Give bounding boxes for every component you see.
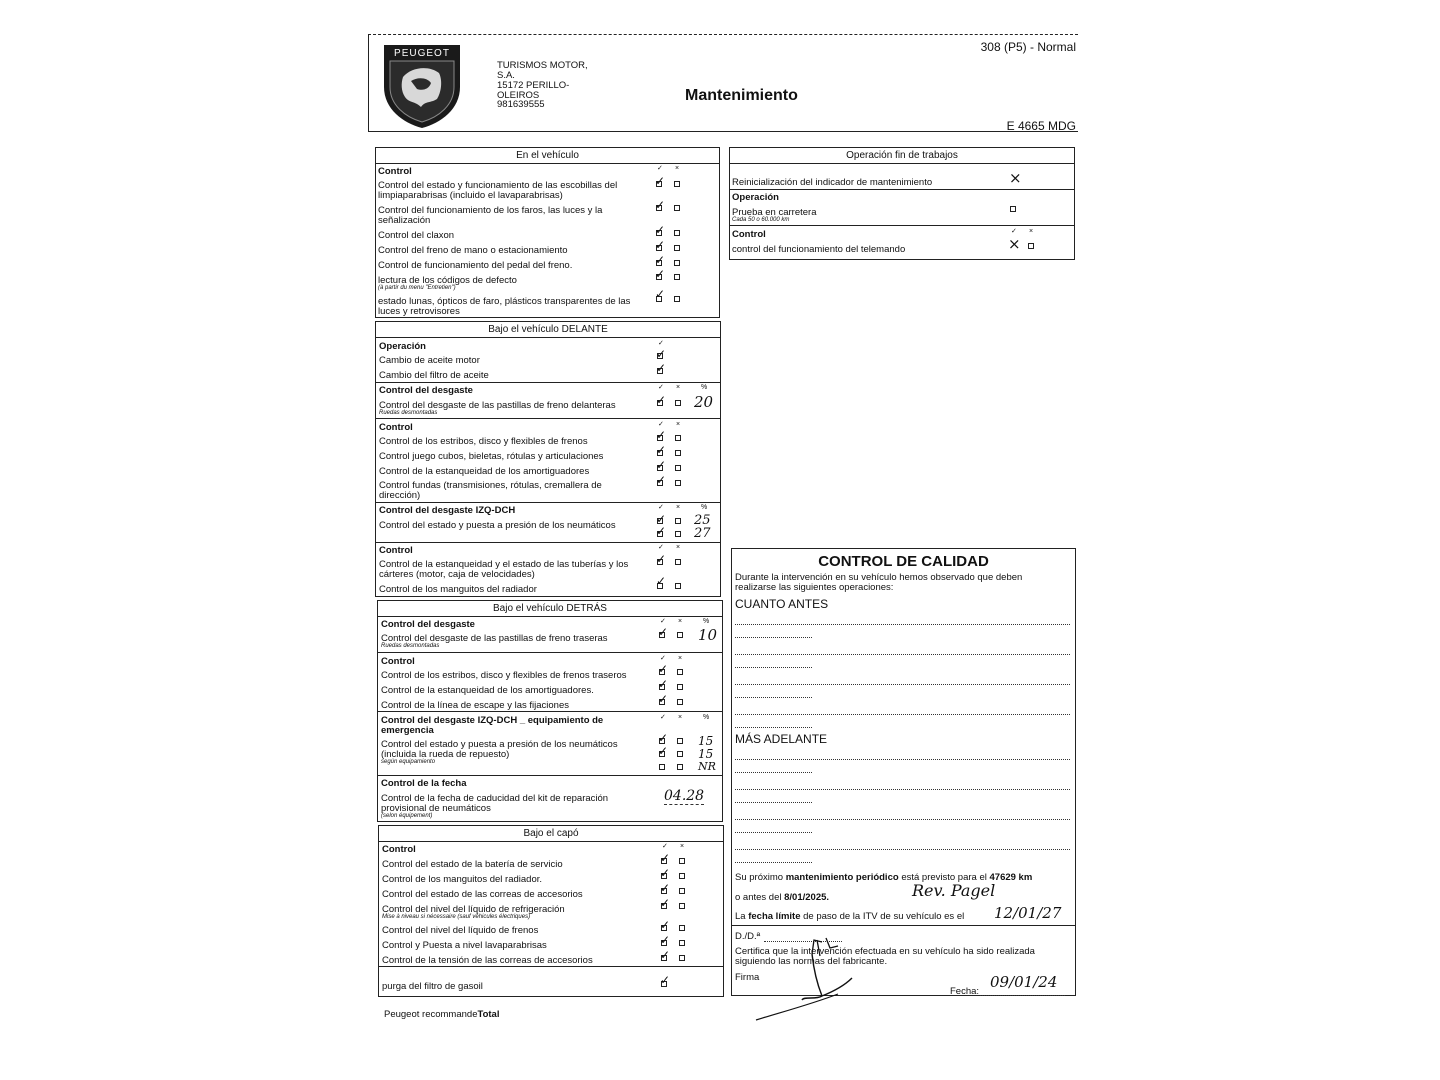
no-checkbox[interactable]: [677, 751, 683, 757]
certify-text: siguiendo las normas del fabricante.: [735, 956, 888, 967]
check-item: Control de la tensión de las correas de accesorios: [382, 955, 593, 966]
divider: [730, 225, 1074, 226]
section-delante: [375, 321, 721, 597]
section-title: Operación fin de trabajos: [730, 148, 1074, 164]
next-service-mid: está previsto para el: [901, 872, 987, 883]
before-date: 8/01/2025.: [784, 892, 830, 903]
check-item: control del funcionamiento del telemando: [732, 244, 906, 255]
no-checkbox[interactable]: [677, 738, 683, 744]
check-mark: ✓: [656, 347, 667, 361]
group-label: Control de la fecha: [381, 778, 467, 789]
brand-logo: [381, 41, 463, 129]
no-checkbox[interactable]: [679, 955, 685, 961]
fecha-line: [980, 995, 1065, 996]
check-item: limpiaparabrisas (incluido el lavaparabrisas): [378, 190, 563, 201]
ok-header: ✓: [660, 618, 666, 625]
no-header: ×: [1029, 228, 1034, 235]
check-item: Control de funcionamiento del pedal del freno.: [378, 260, 573, 271]
section-control-calidad: [731, 548, 1076, 996]
dotted-line: [735, 624, 1070, 625]
divider: [376, 502, 720, 503]
group-label: Control: [379, 422, 413, 433]
check-mark: ✓: [655, 198, 666, 212]
dotted-line: [735, 759, 1070, 760]
check-item: Control de los estribos, disco y flexibles de frenos: [379, 436, 588, 447]
check-item: Control del estado y funcionamiento de las escobillas del: [378, 180, 618, 191]
check-mark: ✓: [656, 524, 667, 538]
check-item: Control del nivel del líquido de frenos: [382, 925, 539, 936]
check-mark: ✓: [658, 744, 669, 758]
check-mark: ✓: [656, 574, 667, 588]
check-item: luces y retrovisores: [378, 306, 460, 317]
ok-header: ✓: [657, 165, 663, 172]
tyre-pressure: 15: [698, 734, 714, 748]
did-label: D./D.ª: [735, 931, 761, 942]
tyre-pressure: 25: [694, 513, 711, 528]
pct-header: %: [701, 504, 708, 511]
dotted-line: [735, 637, 812, 638]
no-checkbox[interactable]: [674, 230, 680, 236]
check-mark: ✓: [660, 933, 671, 947]
group-label: Control: [381, 656, 415, 667]
check-item: cárteres (motor, caja de velocidades): [379, 569, 535, 580]
no-checkbox[interactable]: [674, 260, 680, 266]
dealer-line: S.A.: [497, 70, 515, 81]
check-item: Control de la línea de escape y las fijaciones: [381, 700, 570, 711]
before-pre: o antes del: [735, 892, 782, 903]
check-item: Control del estado y puesta a presión de los neumáticos: [381, 739, 618, 750]
divider: [376, 418, 720, 419]
firma-label: Firma: [735, 972, 760, 983]
section-title: En el vehículo: [376, 148, 719, 164]
check-item: purga del filtro de gasoil: [382, 981, 483, 992]
dotted-line: [735, 819, 1070, 820]
check-mark: ✓: [655, 287, 666, 301]
no-checkbox[interactable]: [677, 669, 683, 675]
no-checkbox[interactable]: [675, 400, 681, 406]
check-note: (selon équipement): [381, 813, 433, 819]
check-mark: ✓: [660, 851, 671, 865]
ok-header: ✓: [658, 504, 664, 511]
check-mark: ✓: [658, 692, 669, 706]
check-mark: ✓: [655, 253, 666, 267]
check-note: según equipamiento: [381, 759, 436, 765]
check-note: Cada 50 o 60.000 km: [732, 217, 790, 223]
dotted-line: [735, 667, 812, 668]
no-checkbox[interactable]: [679, 903, 685, 909]
no-header: ×: [676, 504, 681, 511]
check-item: Control de la fecha de caducidad del kit de reparación: [381, 793, 609, 804]
dotted-line: [735, 862, 812, 863]
divider: [376, 382, 720, 383]
handwritten-note: Rev. Pagel: [912, 881, 996, 900]
no-check-mark: ×: [1008, 235, 1021, 253]
check-item: Control del funcionamiento de los faros, las luces y la: [378, 205, 603, 216]
check-mark: ✓: [658, 677, 669, 691]
signature: [752, 934, 862, 1022]
spare-wheel-status: NR: [698, 760, 716, 773]
group-label: Operación: [732, 192, 779, 203]
check-item: dirección): [379, 490, 421, 501]
check-mark: ✓: [660, 896, 671, 910]
no-checkbox[interactable]: [677, 684, 683, 690]
ok-header: ✓: [658, 544, 664, 551]
dotted-line: [735, 772, 812, 773]
itv-deadline-text: [735, 912, 964, 922]
pct-header: %: [701, 384, 708, 391]
no-header: ×: [678, 655, 683, 662]
intro-text: realizarse las siguientes operaciones:: [735, 582, 894, 593]
footer-note: [384, 1010, 499, 1020]
check-item: Control fundas (transmisiones, rótulas, cremallera de: [379, 480, 602, 491]
no-checkbox[interactable]: [675, 559, 681, 565]
check-item: Control del estado y puesta a presión de los neumáticos: [379, 520, 616, 531]
group-label: Control del desgaste IZQ-DCH: [379, 505, 516, 516]
repair-kit-expiry: 04.28: [664, 788, 705, 804]
no-header: ×: [678, 714, 683, 721]
check-item: Control de los manguitos del radiador: [379, 584, 537, 595]
check-mark: ✓: [660, 918, 671, 932]
no-header: ×: [678, 618, 683, 625]
no-checkbox[interactable]: [679, 925, 685, 931]
check-mark: ✓: [655, 223, 666, 237]
check-item: Control del freno de mano o estacionamiento: [378, 245, 568, 256]
check-item: Control de los estribos, disco y flexibles de frenos traseros: [381, 670, 627, 681]
no-check-mark: ×: [1009, 169, 1022, 187]
ok-header: ✓: [660, 655, 666, 662]
check-item: provisional de neumáticos: [381, 803, 491, 814]
check-item: Cambio de aceite motor: [379, 355, 480, 366]
ok-header: ✓: [1011, 228, 1017, 235]
no-checkbox[interactable]: [675, 531, 681, 537]
dotted-line: [735, 684, 1070, 685]
itv-post: de paso de la ITV de su vehículo es el: [803, 911, 965, 922]
check-item: Control del estado de las correas de accesorios: [382, 889, 583, 900]
no-checkbox[interactable]: [679, 873, 685, 879]
document-header: [368, 34, 1078, 132]
divider: [378, 711, 722, 712]
check-mark: ✓: [656, 361, 667, 375]
dotted-line: [735, 832, 812, 833]
dealer-line: 981639555: [497, 99, 545, 110]
section-title: CONTROL DE CALIDAD: [818, 553, 989, 570]
check-mark: ✓: [655, 238, 666, 252]
no-checkbox[interactable]: [679, 888, 685, 894]
check-mark: ✓: [655, 174, 666, 188]
no-checkbox[interactable]: [677, 632, 683, 638]
ok-header: ✓: [658, 421, 664, 428]
dotted-line: [735, 654, 1070, 655]
wear-percentage: 20: [694, 393, 714, 411]
check-note: Ruedas desmontadas: [381, 643, 440, 649]
intro-text: Durante la intervención en su vehículo hemos observado que deben: [735, 572, 1023, 583]
no-header: ×: [675, 165, 680, 172]
check-item: Control de los manguitos del radiador.: [382, 874, 543, 885]
check-mark: ✓: [658, 625, 669, 639]
divider: [730, 189, 1074, 190]
no-checkbox[interactable]: [675, 480, 681, 486]
check-item: (incluida la rueda de repuesto): [381, 749, 510, 760]
check-item: Cambio del filtro de aceite: [379, 370, 489, 381]
dotted-line: [735, 714, 1070, 715]
tyre-pressure: 27: [694, 526, 711, 541]
check-item: Control y Puesta a nivel lavaparabrisas: [382, 940, 547, 951]
pct-header: %: [703, 618, 710, 625]
check-note: Mise à niveau si nécessaire (sauf véhicules électriques): [382, 914, 531, 920]
dotted-line: [735, 697, 812, 698]
check-mark: ✓: [660, 948, 671, 962]
no-checkbox[interactable]: [675, 450, 681, 456]
check-item: lectura de los códigos de defecto: [378, 275, 517, 286]
section-capo: [378, 825, 724, 997]
no-checkbox[interactable]: [674, 296, 680, 302]
check-item: Control del desgaste de las pastillas de freno traseras: [381, 633, 608, 644]
no-checkbox[interactable]: [674, 245, 680, 251]
section-title: Bajo el capó: [379, 826, 723, 842]
check-mark: ✓: [656, 458, 667, 472]
group-label: Control: [732, 229, 766, 240]
check-item: Control del desgaste de las pastillas de freno delanteras: [379, 400, 616, 411]
tyre-pressure: 15: [698, 747, 714, 761]
no-checkbox[interactable]: [675, 435, 681, 441]
group-label: Control: [379, 545, 413, 556]
no-checkbox[interactable]: [675, 583, 681, 589]
section-fin-trabajos: [729, 147, 1075, 260]
no-header: ×: [676, 544, 681, 551]
pct-header: %: [703, 714, 710, 721]
footer-bold: Total: [477, 1009, 500, 1020]
vehicle-plate: E 4665 MDG: [1006, 119, 1076, 133]
check-mark: ✓: [660, 881, 671, 895]
fecha-label: Fecha:: [950, 986, 980, 997]
check-item: Control del nivel del líquido de refrigeración: [382, 904, 565, 915]
check-mark: ✓: [656, 473, 667, 487]
check-mark: ✓: [656, 512, 667, 526]
check-mark: ✓: [656, 428, 667, 442]
itv-date-handwritten: 12/01/27: [994, 904, 1062, 922]
cuanto-antes-label: CUANTO ANTES: [735, 597, 829, 611]
dotted-line: [735, 727, 812, 728]
next-service-bold: mantenimiento periódico: [785, 872, 899, 883]
check-mark: ✓: [658, 731, 669, 745]
check-mark: ✓: [656, 552, 667, 566]
check-mark: ✓: [655, 267, 666, 281]
vehicle-model: 308 (P5) - Normal: [980, 40, 1076, 54]
group-label: Control del desgaste IZQ-DCH _ equipamiento de: [381, 715, 604, 726]
no-checkbox[interactable]: [674, 181, 680, 187]
check-item: Control de la estanqueidad y el estado de las tuberías y los: [379, 559, 629, 570]
certify-text: Certifica que la intervención efectuada en su vehículo ha sido realizada: [735, 946, 1035, 957]
group-label: Operación: [379, 341, 426, 352]
check-item: estado lunas, ópticos de faro, plásticos transparentes de las: [378, 296, 631, 307]
checkbox[interactable]: [1010, 206, 1016, 212]
itv-bold: fecha límite: [748, 911, 801, 922]
no-checkbox[interactable]: [679, 940, 685, 946]
itv-pre: La: [735, 911, 746, 922]
check-mark: ✓: [656, 443, 667, 457]
check-note: Ruedas desmontadas: [379, 410, 438, 416]
divider: [732, 925, 1075, 926]
next-service-pre: Su próximo: [735, 872, 784, 883]
no-checkbox[interactable]: [679, 858, 685, 864]
section-detras: [377, 600, 723, 822]
check-mark: ✓: [660, 973, 671, 987]
no-header: ×: [680, 843, 685, 850]
group-label: Control: [382, 844, 416, 855]
check-item: Control juego cubos, bieletas, rótulas y articulaciones: [379, 451, 604, 462]
group-label: Control del desgaste: [379, 385, 473, 396]
no-checkbox[interactable]: [677, 699, 683, 705]
check-item: Prueba en carretera: [732, 207, 817, 218]
section-title: Bajo el vehículo DETRÁS: [378, 601, 722, 617]
signature-date-handwritten: 09/01/24: [990, 973, 1058, 991]
no-checkbox[interactable]: [674, 274, 680, 280]
ok-header: ✓: [662, 843, 668, 850]
section-title: Bajo el vehículo DELANTE: [376, 322, 720, 338]
ok-header: ✓: [658, 384, 664, 391]
dealer-line: TURISMOS MOTOR,: [497, 60, 588, 71]
mas-adelante-label: MÁS ADELANTE: [735, 732, 828, 746]
dotted-line: [735, 802, 812, 803]
group-label: Control: [378, 166, 412, 177]
next-service-date-text: [735, 893, 829, 903]
check-mark: ✓: [656, 393, 667, 407]
check-item: Control del claxon: [378, 230, 455, 241]
next-service-km: 47629 km: [989, 872, 1033, 883]
logo-text: PEUGEOT: [394, 48, 450, 59]
check-mark: ✓: [660, 866, 671, 880]
dealer-line: OLEIROS: [497, 90, 540, 101]
section-en-el-vehiculo: [375, 147, 720, 318]
check-note: (à partir du menu "Entretien"): [378, 285, 456, 291]
divider: [376, 542, 720, 543]
no-checkbox[interactable]: [675, 518, 681, 524]
no-header: ×: [676, 384, 681, 391]
footer-pre: Peugeot recommande: [384, 1009, 478, 1020]
check-item: Control de la estanqueidad de los amortiguadores: [379, 466, 590, 477]
no-checkbox[interactable]: [674, 205, 680, 211]
divider: [378, 652, 722, 653]
dotted-line: [735, 849, 1070, 850]
ok-checkbox[interactable]: [659, 764, 665, 770]
no-checkbox[interactable]: [1028, 243, 1034, 249]
ok-header: ✓: [658, 340, 664, 347]
no-header: ×: [676, 421, 681, 428]
check-item: señalización: [378, 215, 431, 226]
no-checkbox[interactable]: [677, 764, 683, 770]
check-item: Reinicialización del indicador de mantenimiento: [732, 177, 933, 188]
group-label: emergencia: [381, 725, 434, 736]
ok-header: ✓: [660, 714, 666, 721]
dotted-line: [735, 789, 1070, 790]
divider: [378, 775, 722, 776]
group-label: Control del desgaste: [381, 619, 475, 630]
divider: [379, 966, 723, 967]
dealer-line: 15172 PERILLO-: [497, 80, 570, 91]
check-item: Control de la estanqueidad de los amortiguadores.: [381, 685, 594, 696]
check-item: Control del estado de la batería de servicio: [382, 859, 563, 870]
check-mark: ✓: [658, 662, 669, 676]
wear-percentage: 10: [698, 626, 718, 644]
page-title: Mantenimiento: [685, 87, 798, 104]
no-checkbox[interactable]: [675, 465, 681, 471]
